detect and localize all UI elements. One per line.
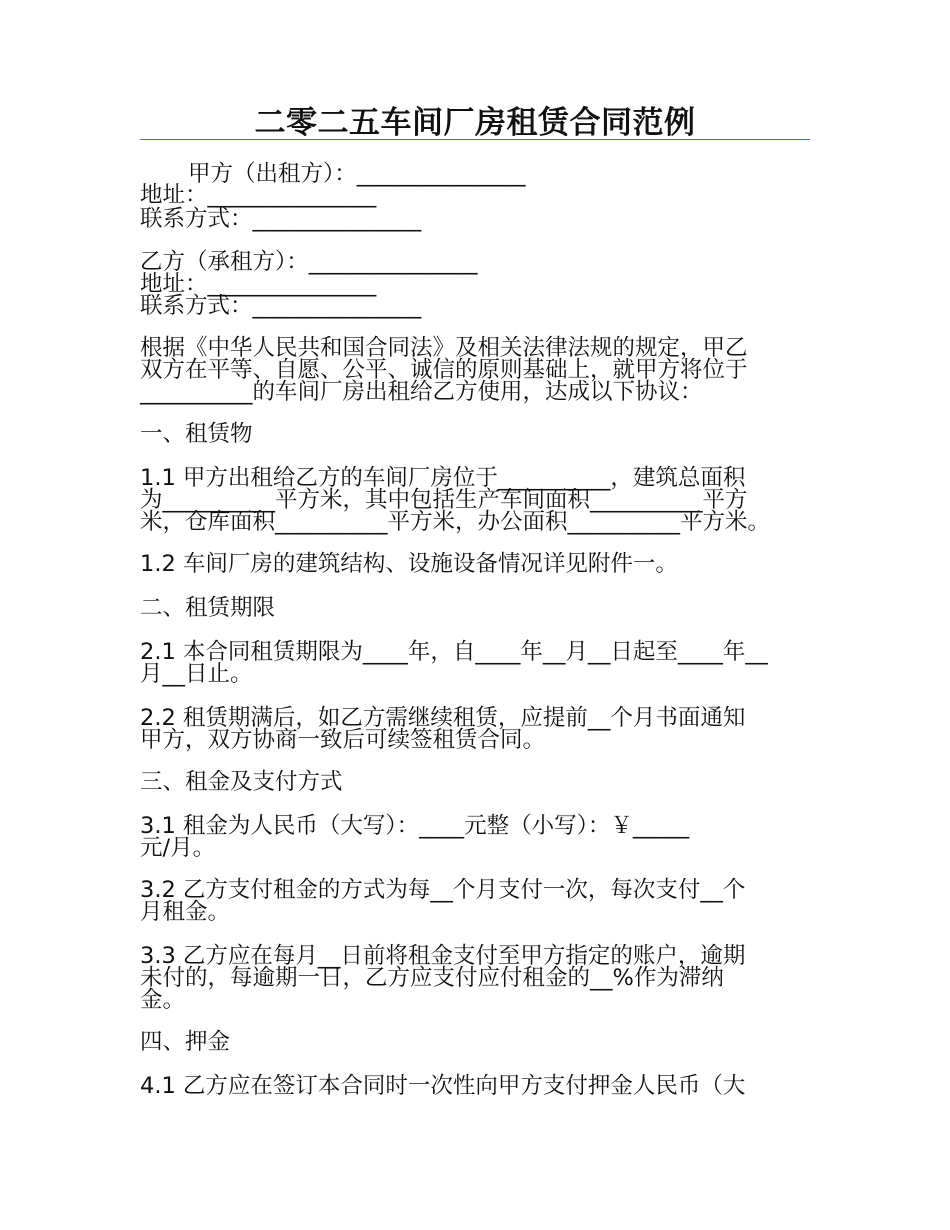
clause-1-1-line-1: 1.1 甲方出租给乙方的车间厂房位于__________，建筑总面积 — [140, 465, 746, 491]
clause-3-3-line-1: 3.3 乙方应在每月__日前将租金支付至甲方指定的账户，逾期 — [140, 943, 746, 969]
party-a-label: 甲方（出租方）： — [188, 161, 357, 187]
section-2-heading: 二、租赁期限 — [140, 595, 276, 621]
clause-3-3-line-3: 金。 — [140, 987, 186, 1013]
clause-2-1-line-1: 2.1 本合同租赁期限为____年，自____年__月__日起至____年__ — [140, 639, 768, 665]
clause-3-1-line-1: 3.1 租金为人民币（大写）：____元整（小写）：￥_____ — [140, 813, 690, 839]
clause-1-2: 1.2 车间厂房的建筑结构、设施设备情况详见附件一。 — [140, 551, 678, 577]
clause-3-2-line-2: 月租金。 — [140, 899, 231, 925]
party-a-contact: 联系方式：_______________ — [140, 206, 422, 232]
document-title: 二零二五车间厂房租赁合同范例 — [254, 105, 696, 141]
clause-1-1-line-2: 为__________平方米，其中包括生产车间面积__________平方 — [140, 487, 748, 513]
clause-2-1-line-2: 月__日止。 — [140, 661, 253, 687]
section-1-heading: 一、租赁物 — [140, 421, 253, 447]
clause-2-2-line-2: 甲方，双方协商一致后可续签租赁合同。 — [140, 727, 546, 753]
party-b-name-blank: _______________ — [308, 249, 478, 275]
clause-3-1-line-2: 元/月。 — [140, 835, 216, 861]
section-3-heading: 三、租金及支付方式 — [140, 769, 343, 795]
clause-3-2-line-1: 3.2 乙方支付租金的方式为每__个月支付一次，每次支付__个 — [140, 877, 746, 903]
clause-3-3-line-2: 未付的，每逾期一日，乙方应支付应付租金的__%作为滞纳 — [140, 965, 724, 991]
clause-1-1-line-3: 米，仓库面积__________平方米，办公面积__________平方米。 — [140, 509, 771, 535]
party-a-address: 地址：_______________ — [140, 182, 377, 208]
preamble-line-1: 根据《中华人民共和国合同法》及相关法律法规的规定，甲乙 — [140, 335, 748, 361]
party-a-name-blank: _______________ — [356, 161, 526, 187]
party-b-address: 地址：_______________ — [140, 271, 377, 297]
preamble-line-2: 双方在平等、自愿、公平、诚信的原则基础上，就甲方将位于 — [140, 357, 748, 383]
section-4-heading: 四、押金 — [140, 1029, 231, 1055]
party-b-contact: 联系方式：_______________ — [140, 293, 422, 319]
party-b-label: 乙方（承租方）： — [140, 249, 309, 275]
title-underline — [140, 139, 810, 140]
clause-4-1-line-1: 4.1 乙方应在签订本合同时一次性向甲方支付押金人民币（大 — [140, 1073, 746, 1099]
preamble-line-3: __________的车间厂房出租给乙方使用，达成以下协议： — [140, 379, 703, 405]
clause-2-2-line-1: 2.2 租赁期满后，如乙方需继续租赁，应提前__个月书面通知 — [140, 705, 746, 731]
